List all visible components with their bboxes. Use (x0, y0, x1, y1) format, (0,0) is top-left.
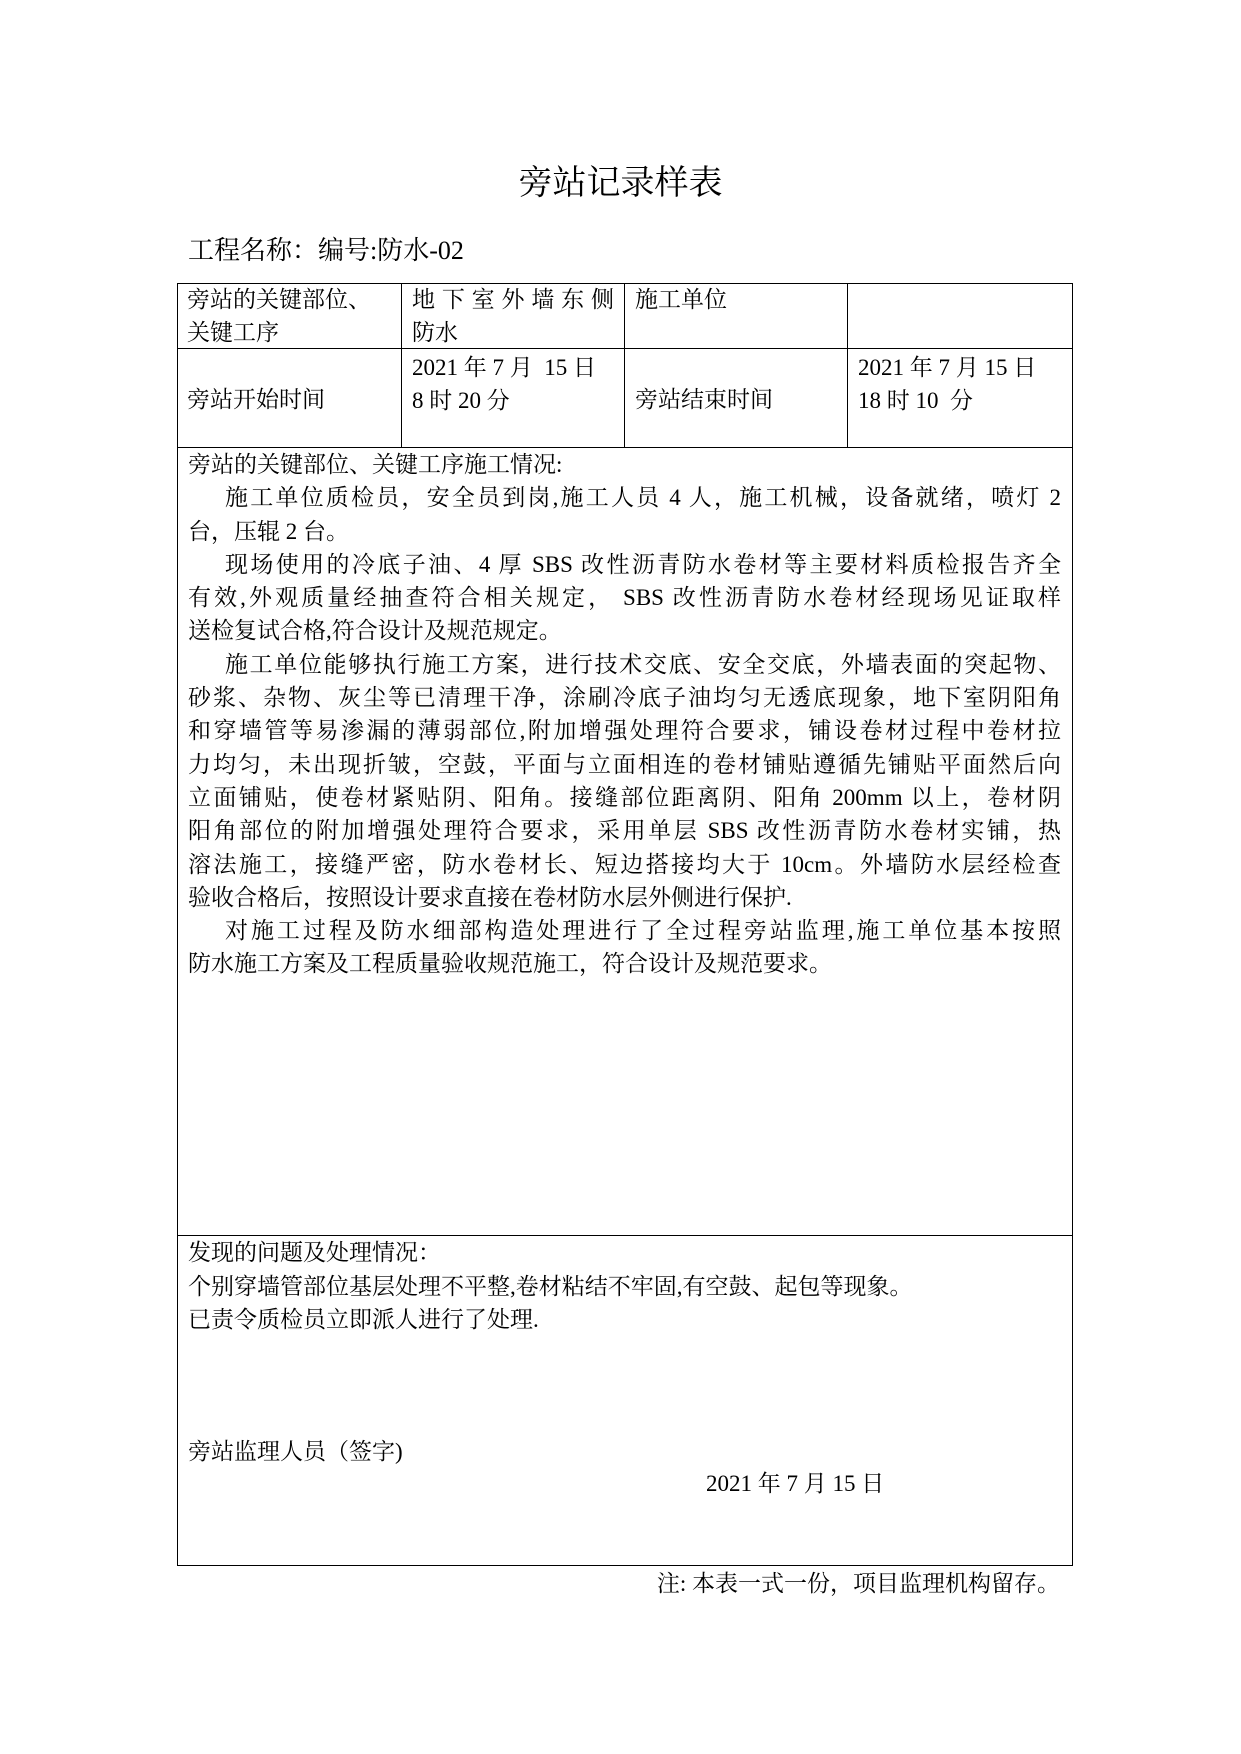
problems-heading: 发现的问题及处理情况： (188, 1240, 441, 1265)
content-line: 立面铺贴，使卷材紧贴阴、阳角。接缝部位距离阴、阳角 200mm 以上，卷材阴 (188, 784, 1061, 810)
footer-note: 注: 本表一式一份，项目监理机构留存。 (656, 1571, 1060, 1596)
content-line: 力均匀，未出现折皱，空鼓，平面与立面相连的卷材铺贴遵循先铺贴平面然后向 (188, 751, 1061, 777)
start-time-label: 旁站开始时间 (187, 387, 325, 412)
problems-section (188, 1236, 1061, 1337)
content-line: 送检复试合格,符合设计及规范规定。 (188, 618, 562, 644)
project-name-line: 工程名称：编号:防水-02 (188, 236, 464, 265)
construction-unit-label: 施工单位 (635, 287, 727, 312)
key-position-value: 地 下 室 外 墙 东 侧 (412, 287, 614, 312)
problem-line: 个别穿墙管部位基层处理不平整,卷材粘结不牢固,有空鼓、起包等现象。 (188, 1273, 913, 1299)
problem-line: 已责令质检员立即派人进行了处理. (188, 1307, 539, 1332)
key-position-value: 防水 (412, 320, 458, 345)
start-time-label-cell (177, 349, 402, 448)
start-date: 2021 年 7 月 15 日 (412, 355, 596, 380)
content-line: 有效,外观质量经抽查符合相关规定， SBS 改性沥青防水卷材经现场见证取样 (188, 585, 1061, 611)
start-hour: 8 时 20 分 (412, 388, 510, 413)
content-line: 防水施工方案及工程质量验收规范施工，符合设计及规范要求。 (188, 951, 832, 977)
end-time-label: 旁站结束时间 (635, 387, 773, 412)
construction-situation (188, 448, 1061, 981)
end-time-label-cell (625, 349, 848, 448)
supervisor-signature-label: 旁站监理人员（签字) (188, 1439, 403, 1464)
page-title: 旁站记录样表 (518, 165, 723, 202)
start-time-value-cell (402, 349, 625, 448)
end-date: 2021 年 7 月 15 日 (858, 355, 1037, 380)
construction-unit-value-cell (848, 283, 1073, 349)
content-line: 施工单位质检员，安全员到岗,施工人员 4 人，施工机械，设备就绪，喷灯 2 (225, 485, 1061, 511)
construction-unit-label-cell (625, 283, 848, 349)
content-line: 和穿墙管等易渗漏的薄弱部位,附加增强处理符合要求，铺设卷材过程中卷材拉 (188, 718, 1061, 744)
content-line: 阳角部位的附加增强处理符合要求，采用单层 SBS 改性沥青防水卷材实铺，热 (188, 818, 1061, 844)
content-line: 台，压辊 2 台。 (188, 518, 349, 544)
end-hour: 18 时 10 分 (858, 388, 973, 413)
key-position-label: 旁站的关键部位、 (187, 287, 371, 312)
content-line: 溶法施工，接缝严密，防水卷材长、短边搭接均大于 10cm。外墙防水层经检查 (188, 851, 1061, 877)
end-time-value-cell (848, 349, 1073, 448)
key-position-label-cell (177, 283, 402, 349)
key-position-value-cell (402, 283, 625, 349)
content-line: 验收合格后，按照设计要求直接在卷材防水层外侧进行保护. (188, 884, 792, 910)
section-heading: 旁站的关键部位、关键工序施工情况: (188, 452, 563, 477)
key-position-label: 关键工序 (187, 320, 279, 345)
content-line: 砂浆、杂物、灰尘等已清理干净，涂刷冷底子油均匀无透底现象，地下室阴阳角 (188, 685, 1061, 711)
content-line: 现场使用的冷底子油、4 厚 SBS 改性沥青防水卷材等主要材料质检报告齐全 (225, 551, 1061, 577)
content-line: 对施工过程及防水细部构造处理进行了全过程旁站监理,施工单位基本按照 (225, 918, 1061, 944)
signature-date: 2021 年 7 月 15 日 (706, 1471, 885, 1496)
content-line: 施工单位能够执行施工方案，进行技术交底、安全交底，外墙表面的突起物、 (225, 651, 1061, 677)
